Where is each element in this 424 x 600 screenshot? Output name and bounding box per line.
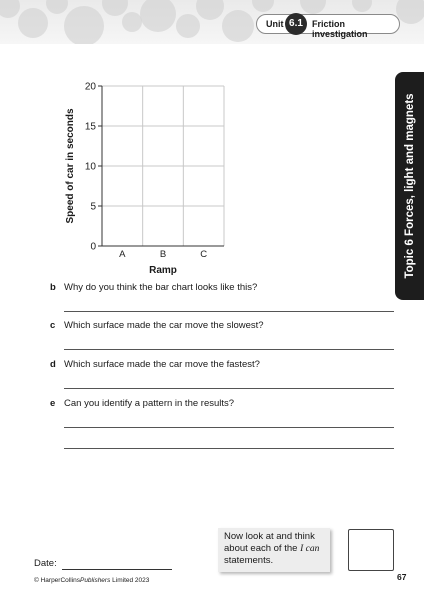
page-number: 67 [397,572,407,582]
ican-text-before: Now look at and think about each of the [224,531,315,554]
question-letter: e [50,398,56,409]
copyright [34,577,149,584]
answer-line[interactable] [64,349,394,350]
topic-label: Topic 6 Forces, light and magnets [403,93,416,279]
ican-text-after: statements. [224,555,274,566]
question-letter: d [50,359,56,370]
y-axis-label: Speed of car in seconds [65,108,76,224]
question-letter: c [50,320,56,331]
x-tick-label: C [200,249,208,260]
ican-text [224,531,330,567]
copyright-suffix: Limited 2023 [110,577,150,584]
ican-text-italic: I can [300,544,320,554]
unit-number: 6.1 [285,13,307,35]
question-text: Which surface made the car move the fastest? [64,359,260,370]
copyright-prefix: © HarperCollins [34,577,80,584]
unit-label: Unit [266,19,284,29]
answer-line[interactable] [64,311,394,312]
y-tick-label: 10 [84,161,96,173]
question-text: Which surface made the car move the slowest? [64,320,264,331]
y-tick-label: 0 [90,241,96,253]
question-text: Can you identify a pattern in the results? [64,398,235,409]
y-tick-label: 5 [90,201,96,213]
unit-title: Friction investigation [312,19,368,39]
question-letter: b [50,282,56,293]
y-tick-label: 20 [84,81,96,93]
answer-line[interactable] [64,448,394,449]
x-tick-label: B [159,249,167,260]
ican-note [218,528,330,572]
ican-checkbox[interactable] [348,529,394,571]
y-tick-label: 15 [84,121,96,133]
answer-line[interactable] [64,388,394,389]
x-axis-label: Ramp [149,265,177,276]
date-label: Date: [34,558,57,569]
x-tick-label: A [119,249,126,260]
date-input-line[interactable] [62,569,172,570]
question-text: Why do you think the bar chart looks like this? [64,282,258,293]
answer-line[interactable] [64,427,394,428]
copyright-italic: Publishers [79,577,111,584]
